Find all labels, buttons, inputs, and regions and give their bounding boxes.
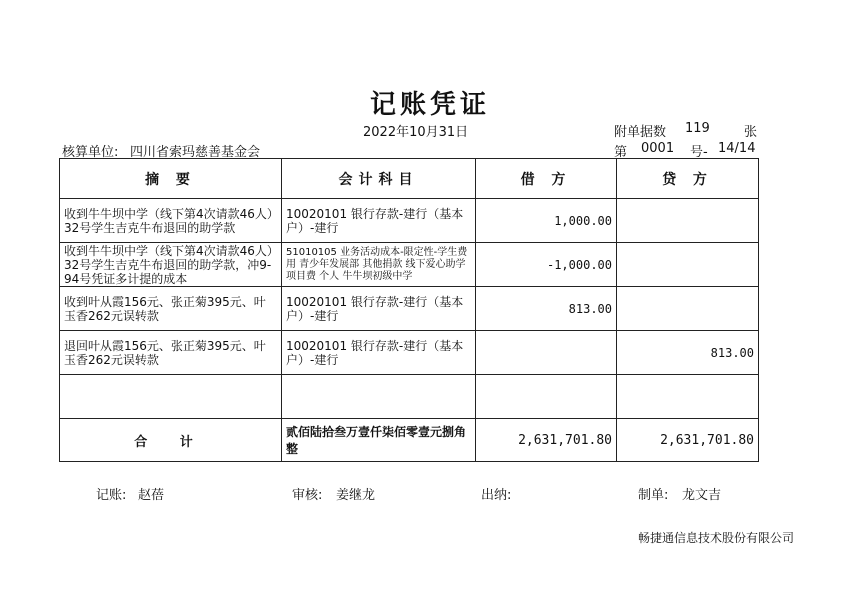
row-summary: 收到牛牛坝中学（线下第4次请款46人）32号学生吉克牛布退回的助学款 [60,199,282,243]
voucher-number: 0001 [641,141,675,156]
row-account: 51010105 业务活动成本-限定性-学生费用 青少年发展部 其他捐款 线下爱心助学 项目费 个人 牛牛坝初级中学 [282,243,476,287]
number-suffix: 号- [690,145,708,160]
header-summary: 摘 要 [60,159,282,199]
row-debit [476,375,617,419]
preparer-name: 龙文吉 [682,488,722,503]
reviewer-name: 姜继龙 [336,488,376,503]
row-account: 10020101 银行存款-建行（基本户）-建行 [282,199,476,243]
page-indicator: 14/14 [718,141,756,156]
row-account [282,375,476,419]
row-debit: 813.00 [476,287,617,331]
total-credit: 2,631,701.80 [617,419,759,462]
total-row [60,419,759,462]
row-account: 10020101 银行存款-建行（基本户）-建行 [282,331,476,375]
row-summary: 收到叶从霞156元、张正菊395元、叶玉香262元误转款 [60,287,282,331]
header-row [60,159,759,199]
table-row [60,199,759,243]
reviewer-label: 审核: [292,488,323,503]
total-label: 合 计 [60,419,282,462]
header-debit: 借 方 [476,159,617,199]
voucher-title: 记账凭证 [369,90,490,120]
cashier-label: 出纳: [481,488,512,503]
table-row [60,243,759,287]
bookkeeper-name: 赵蓓 [138,488,165,503]
company-name: 畅捷通信息技术股份有限公司 [637,531,794,545]
row-debit: -1,000.00 [476,243,617,287]
bookkeeper-label: 记账: [96,488,127,503]
header-credit: 贷 方 [617,159,759,199]
row-credit [617,375,759,419]
row-summary: 退回叶从霞156元、张正菊395元、叶玉香262元误转款 [60,331,282,375]
row-credit [617,287,759,331]
preparer-label: 制单: [638,488,669,503]
row-credit [617,199,759,243]
unit-label: 核算单位: [62,145,119,160]
table-row [60,331,759,375]
voucher-date: 2022年10月31日 [363,125,469,140]
row-account: 10020101 银行存款-建行（基本户）-建行 [282,287,476,331]
total-amount-words: 贰佰陆拾叁万壹仟柒佰零壹元捌角整 [282,419,476,462]
attachments-unit: 张 [744,125,758,140]
table-row [60,287,759,331]
row-debit: 1,000.00 [476,199,617,243]
attachments-count: 119 [685,121,710,136]
row-credit [617,243,759,287]
row-credit: 813.00 [617,331,759,375]
table-row [60,375,759,419]
header-account: 会计科目 [282,159,476,199]
unit-value: 四川省索玛慈善基金会 [130,145,261,160]
voucher-table [59,158,759,462]
row-debit [476,331,617,375]
attachments-label: 附单据数 [614,125,667,140]
row-summary: 收到牛牛坝中学（线下第4次请款46人）32号学生吉克牛布退回的助学款，冲9-94号凭证多计提的成本 [60,243,282,287]
number-prefix: 第 [614,145,628,160]
row-summary [60,375,282,419]
total-debit: 2,631,701.80 [476,419,617,462]
